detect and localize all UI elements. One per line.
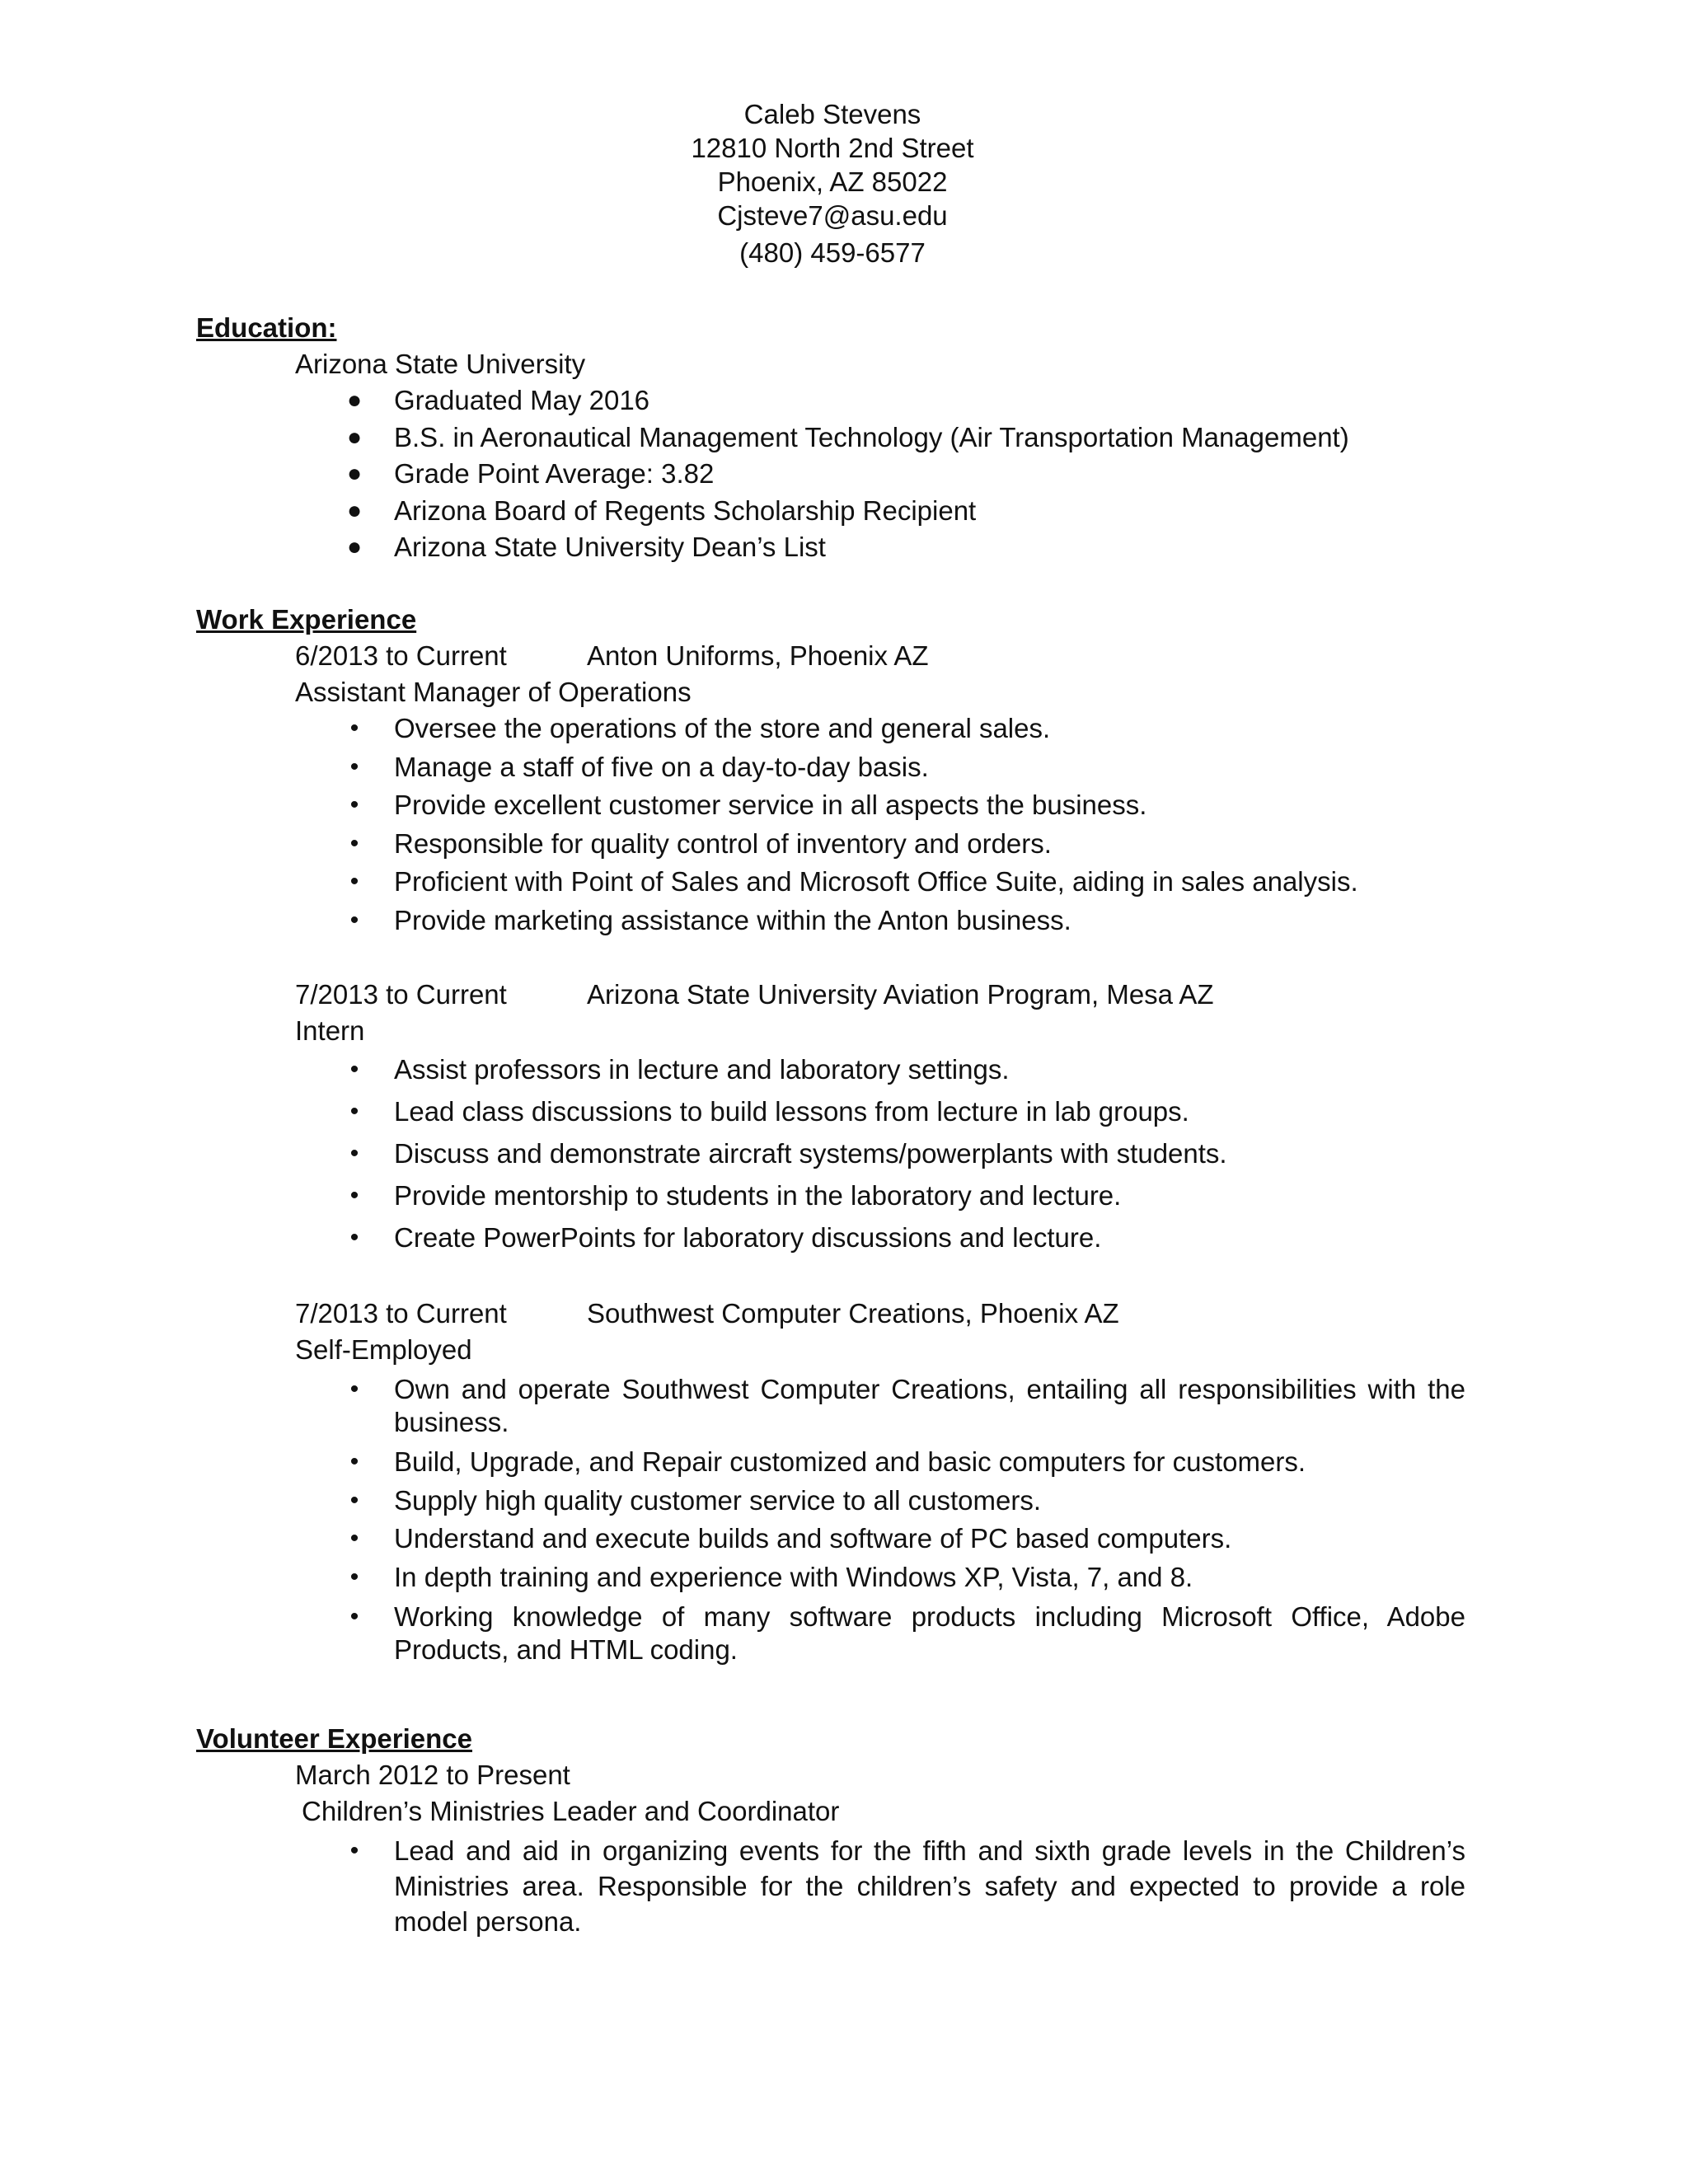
list-item: • Oversee the operations of the store and general sales. [295, 710, 1465, 748]
bullet-icon: • [349, 829, 359, 857]
bullet-icon: • [349, 752, 359, 780]
list-item: • Discuss and demonstrate aircraft systems/powerplants with students. [295, 1133, 1465, 1174]
work-experience-section [196, 602, 1482, 1668]
email-address: Cjsteve7@asu.edu [717, 200, 948, 231]
list-item: • Assist professors in lecture and laboratory settings. [295, 1049, 1465, 1090]
volunteer-experience-section [196, 1721, 1482, 1941]
education-school: Arizona State University [295, 349, 586, 379]
education-section [196, 310, 1482, 566]
education-list [295, 382, 1482, 566]
list-item: ● Grade Point Average: 3.82 [295, 456, 1465, 493]
bullet-icon: • [349, 1140, 359, 1167]
bullet-icon: ● [346, 460, 363, 487]
list-item: • Provide excellent customer service in all aspects the business. [295, 787, 1465, 824]
bullet-icon: • [349, 1376, 359, 1403]
list-item: ● Arizona State University Dean’s List [295, 529, 1465, 566]
bullet-icon: • [349, 1603, 359, 1630]
bullet-icon: • [349, 1486, 359, 1514]
bullet-icon: • [349, 868, 359, 895]
job-employer: Arizona State University Aviation Program, Mesa AZ [587, 979, 1214, 1010]
job-dates: 7/2013 to Current [295, 979, 507, 1010]
job-employer: Southwest Computer Creations, Phoenix AZ [587, 1298, 1119, 1329]
volunteer-dates: March 2012 to Present [295, 1760, 570, 1790]
job-header [295, 977, 1482, 1013]
city-state-zip: Phoenix, AZ 85022 [717, 166, 948, 197]
bullet-icon: • [349, 1056, 359, 1083]
list-item: • In depth training and experience with Windows XP, Vista, 7, and 8. [295, 1559, 1465, 1596]
bullet-icon: • [349, 1224, 359, 1251]
job-duties-list [295, 1049, 1482, 1258]
list-item: • Own and operate Southwest Computer Creations, entailing all responsibilities with the business. [295, 1373, 1465, 1439]
bullet-icon: • [349, 715, 359, 742]
job-dates: 6/2013 to Current [295, 640, 507, 671]
phone-number: (480) 459-6577 [739, 237, 926, 268]
list-item: • Understand and execute builds and software of PC based computers. [295, 1521, 1465, 1558]
bullet-icon: • [349, 1448, 359, 1475]
list-item: • Manage a staff of five on a day-to-day basis. [295, 749, 1465, 786]
job-role: Self-Employed [295, 1334, 472, 1365]
job-role: Assistant Manager of Operations [295, 677, 692, 707]
job-duties-list [295, 1373, 1482, 1666]
list-item: • Provide mentorship to students in the laboratory and lecture. [295, 1175, 1465, 1216]
bullet-icon: • [349, 906, 359, 934]
list-item: • Lead and aid in organizing events for the fifth and sixth grade levels in the Children’s Ministries area. Responsible for the children’s safety and expected to provide a role model persona. [295, 1833, 1465, 1939]
work-experience-heading: Work Experience [196, 604, 417, 635]
list-item: • Create PowerPoints for laboratory discussions and lecture. [295, 1217, 1465, 1258]
bullet-icon: • [349, 1525, 359, 1552]
bullet-icon: • [349, 1098, 359, 1125]
list-item: • Responsible for quality control of inventory and orders. [295, 826, 1465, 863]
volunteer-experience-heading: Volunteer Experience [196, 1723, 473, 1754]
bullet-icon: ● [346, 423, 363, 451]
bullet-icon: • [349, 1563, 359, 1591]
volunteer-duties-list [295, 1833, 1482, 1939]
job-role: Intern [295, 1015, 365, 1046]
bullet-icon: • [349, 1182, 359, 1209]
job-dates: 7/2013 to Current [295, 1298, 507, 1329]
education-heading: Education: [196, 312, 337, 343]
bullet-icon: • [349, 791, 359, 818]
candidate-name: Caleb Stevens [743, 99, 921, 129]
job-duties-list [295, 710, 1482, 939]
volunteer-role: Children’s Ministries Leader and Coordinator [302, 1796, 840, 1826]
list-item: ● Graduated May 2016 [295, 382, 1465, 419]
list-item: • Proficient with Point of Sales and Microsoft Office Suite, aiding in sales analysis. [295, 864, 1465, 901]
street-address: 12810 North 2nd Street [691, 133, 974, 163]
list-item: • Working knowledge of many software products including Microsoft Office, Adobe Products, and HTML coding. [295, 1601, 1465, 1666]
list-item: • Provide marketing assistance within the Anton business. [295, 902, 1465, 940]
job-employer: Anton Uniforms, Phoenix AZ [587, 640, 929, 671]
job-header [295, 638, 1482, 674]
list-item: ● Arizona Board of Regents Scholarship Recipient [295, 493, 1465, 530]
bullet-icon: • [349, 1837, 359, 1864]
list-item: • Lead class discussions to build lessons from lecture in lab groups. [295, 1091, 1465, 1132]
list-item: • Build, Upgrade, and Repair customized and basic computers for customers. [295, 1444, 1465, 1481]
job-header [295, 1296, 1482, 1332]
list-item: ● B.S. in Aeronautical Management Technology (Air Transportation Management) [295, 419, 1465, 457]
bullet-icon: ● [346, 496, 363, 524]
list-item: • Supply high quality customer service to all customers. [295, 1483, 1465, 1520]
bullet-icon: ● [346, 387, 363, 414]
bullet-icon: ● [346, 533, 363, 560]
contact-header [0, 97, 1665, 269]
